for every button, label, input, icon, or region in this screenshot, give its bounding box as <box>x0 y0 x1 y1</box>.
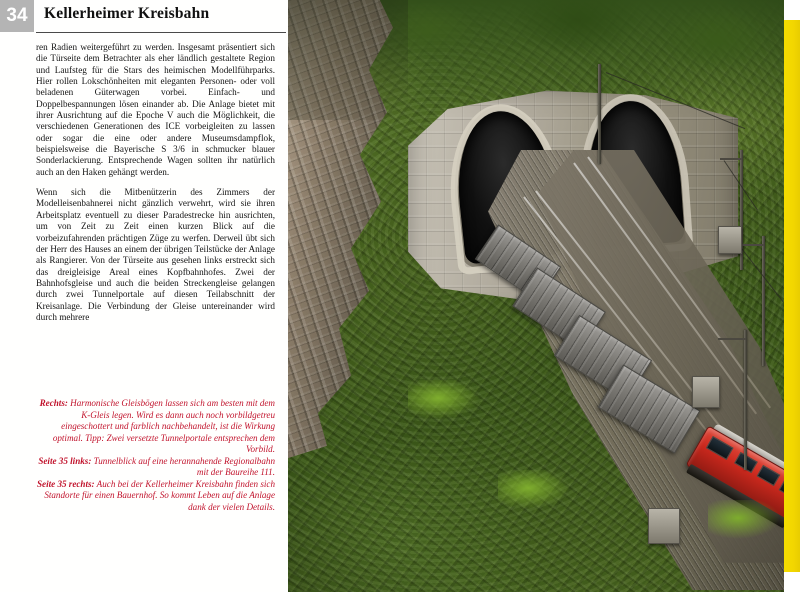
caption-text: Tunnelblick auf eine herannahende Regionalbahn mit der Baureihe 111. <box>91 455 275 477</box>
lineside-relay-box <box>648 508 680 544</box>
locomotive-window <box>706 436 734 460</box>
photo-captions <box>36 398 275 513</box>
paragraph: ren Radien weitergeführt zu werden. Insgesamt präsentiert sich die Türseite dem Betrachter als eher ländlich gestaltete Region und Laufsteg für die Stars des heimischen Modellführparks. Hier rollen Lokschönheiten mit eleganten Personen- oder voll beladenen Güterwagen vorbei. Einfach- und Doppelbespannungen lösen einander ab. Die Anlage bietet mit ihrer Ausrichtung auf die Epoche V auch die Möglichkeit, die verschiedenen Generationen des ICE vorbeigleiten zu lassen oder sogar die eine oder andere Museumsdampflok, beispielsweise die Bayerische S 3/6 in schmucker blauer Sonderlackierung. Entsprechende Wagen sollten ihr natürlich auch an den Haken gehängt werden. <box>36 42 275 177</box>
text-column <box>0 0 288 592</box>
locomotive-window <box>757 465 781 486</box>
page-title: Kellerheimer Kreisbahn <box>44 5 210 22</box>
catenary-mast <box>598 64 601 164</box>
caption-text: Harmonische Gleisbögen lassen sich am besten mit dem K-Gleis legen. Wird es dann auch noch vorbildgetreu eingeschottert und farblich nachbehandelt, ist die Wirkung optimal. Tipp: Zwei versetzte Tunnelportale entsprechen dem Vorbild. <box>52 398 275 454</box>
page-edge-stripe <box>784 0 800 592</box>
grass-tuft <box>498 470 588 530</box>
page-edge-top-gap <box>784 0 800 20</box>
caption-item <box>36 398 275 456</box>
paragraph: Wenn sich die Mitbenützerin des Zimmers der Modelleisenbahnerei nicht gänzlich verwehrt, wird sie ihren Arbeitsplatz eventuell zu dieser Paradestrecke hin ausrichten, um von Zeit zu Zeit einen kurzen Blick auf die vorbeizufahrenden prächtigen Züge zu werfen. Derweil übt sich der Herr des Hauses an einem der übrigen Teilstücke der Anlage als Rangierer. Von der Türseite aus gesehen links erstreckt sich das dreigleisige Areal eines Kopfbahnhofes. Zwei der Bahnhofsgleise und auch die beiden Streckengleise gelangen durch zwei Tunnelportale auf diesen Teilabschnitt der Kreisanlage. Die Verbindung der Gleise untereinander wird durch mehrere <box>36 187 275 322</box>
caption-lead: Seite 35 rechts: <box>36 478 95 489</box>
caption-lead: Rechts: <box>39 398 68 408</box>
page-edge-bottom-gap <box>784 572 800 592</box>
caption-text: Auch bei der Kellerheimer Kreisbahn finden sich Standorte für einen Bauernhof. So kommt Leben auf die Anlage dank der vielen Details. <box>44 478 275 512</box>
model-railway-photo <box>288 0 784 592</box>
lineside-relay-box <box>718 226 742 254</box>
catenary-mast <box>762 236 765 366</box>
catenary-arm <box>740 244 764 246</box>
caption-item <box>36 479 275 514</box>
body-text <box>36 42 275 323</box>
grass-tuft <box>708 500 784 550</box>
cliff-shadow <box>288 0 408 120</box>
caption-item <box>36 456 275 479</box>
page-number: 34 <box>0 0 34 32</box>
header-divider <box>36 32 286 33</box>
grass-tuft <box>408 380 488 430</box>
lineside-relay-box <box>692 376 720 408</box>
caption-lead: Seite 35 links: <box>38 455 92 466</box>
catenary-arm <box>718 338 746 340</box>
catenary-mast <box>744 330 747 470</box>
photo-background <box>288 0 784 592</box>
